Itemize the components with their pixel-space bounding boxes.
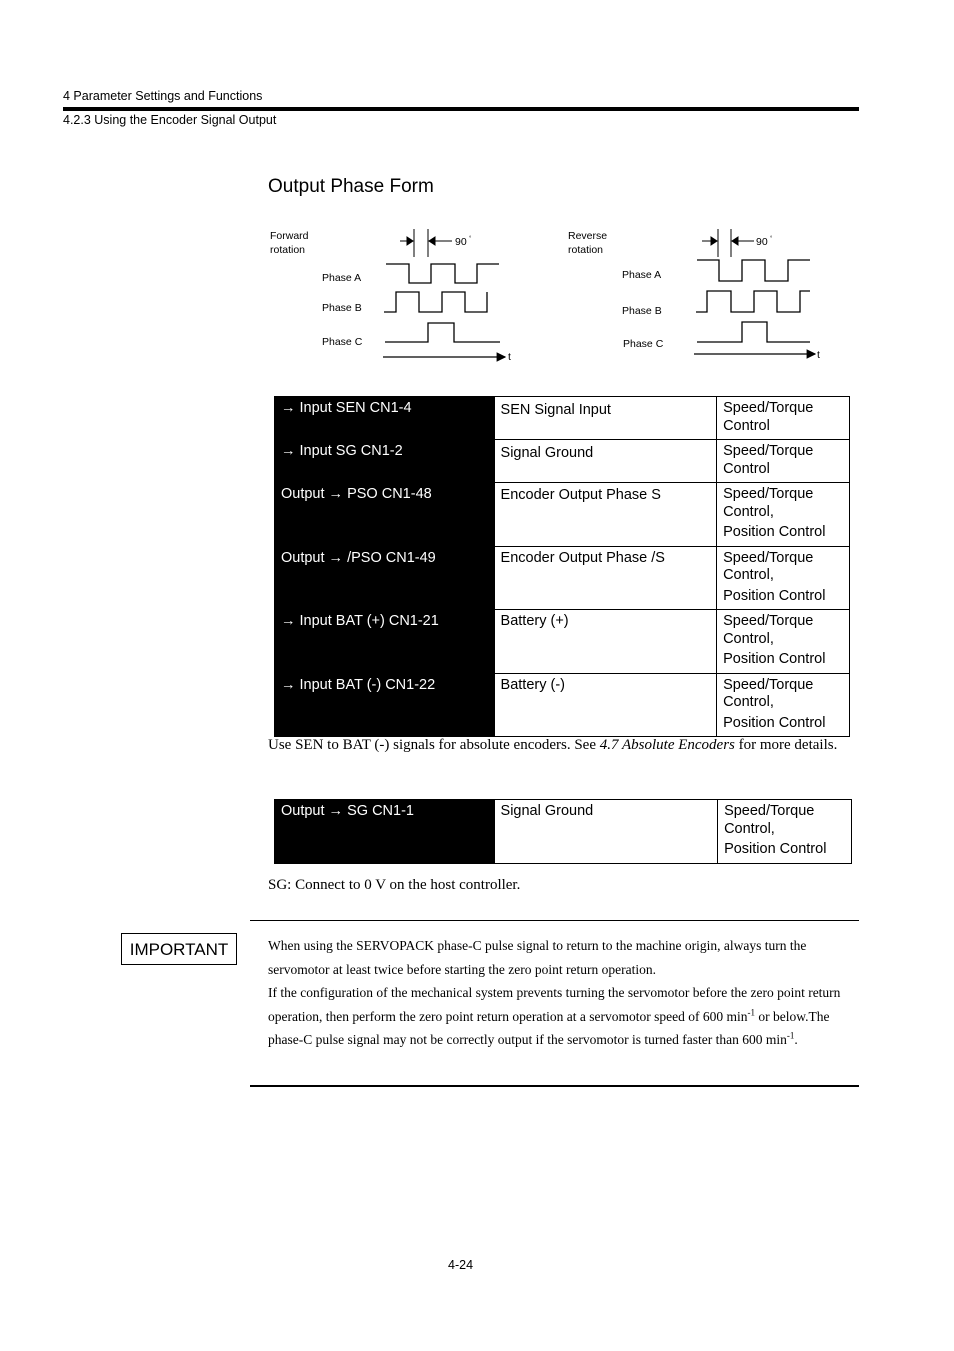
forward-phase-a-wave — [386, 264, 499, 283]
reverse-label-line2: rotation — [568, 244, 604, 256]
signal-name-cell: Battery (+) — [494, 610, 717, 674]
table-row — [275, 673, 850, 737]
table-row — [275, 546, 850, 610]
forward-label-line2: rotation — [270, 244, 306, 256]
important-top-rule — [250, 920, 859, 921]
control-mode-cell: Speed/Torque Control — [717, 440, 850, 483]
reverse-phase-a-label: Phase A — [622, 269, 662, 281]
control-mode-cell: Speed/Torque Control, Position Control — [717, 610, 850, 674]
forward-time-label: t — [508, 351, 511, 363]
reverse-phase-c-label: Phase C — [623, 338, 664, 350]
signal-ground-note: SG: Connect to 0 V on the host controller. — [268, 877, 521, 893]
output-phase-diagram — [0, 0, 954, 380]
table-row — [275, 397, 850, 440]
control-mode-cell: Speed/Torque Control — [717, 397, 850, 440]
forward-phase-a-label: Phase A — [322, 272, 362, 284]
control-mode-cell: Speed/Torque Control, Position Control — [718, 800, 852, 864]
reverse-phase-b-wave — [696, 291, 810, 312]
reverse-time-label: t — [817, 349, 820, 361]
pin-cell: → Input BAT (-) CN1-22 — [275, 673, 495, 737]
table-row — [275, 440, 850, 483]
cross-reference: 4.7 Absolute Encoders — [599, 737, 735, 753]
table-row — [275, 800, 852, 864]
forward-phase-c-label: Phase C — [322, 336, 363, 348]
important-paragraph-1: When using the SERVOPACK phase-C pulse signal to return to the machine origin, always turn the servomotor at least twice before starting the zero point return operation. — [268, 938, 807, 977]
important-text — [268, 934, 852, 1052]
pin-cell: → Input SG CN1-2 — [275, 440, 495, 483]
chapter-header: 4 Parameter Settings and Functions — [63, 89, 263, 103]
pin-cell: → Input BAT (+) CN1-21 — [275, 610, 495, 674]
signal-name-cell: Encoder Output Phase /S — [494, 546, 717, 610]
signal-name-cell: SEN Signal Input — [494, 397, 717, 440]
forward-degree-mark: ° — [469, 236, 472, 242]
pin-cell: Output → /PSO CN1-49 — [275, 546, 495, 610]
pin-cell: → Input SEN CN1-4 — [275, 397, 495, 440]
section-title: Output Phase Form — [268, 176, 434, 197]
page-number: 4-24 — [448, 1258, 474, 1272]
reverse-degree-mark: ° — [770, 236, 773, 242]
forward-label-line1: Forward — [270, 230, 309, 242]
reverse-phase-shift-label: 90 — [756, 236, 768, 248]
signal-name-cell: Signal Ground — [494, 800, 718, 864]
signal-name-cell: Battery (-) — [494, 673, 717, 737]
section-header: 4.2.3 Using the Encoder Signal Output — [63, 113, 277, 127]
control-mode-cell: Speed/Torque Control, Position Control — [717, 483, 850, 547]
reverse-phase-b-label: Phase B — [622, 305, 662, 317]
signal-name-cell: Encoder Output Phase S — [494, 483, 717, 547]
forward-phase-shift-marker — [400, 229, 452, 257]
important-paragraph-2: If the configuration of the mechanical system prevents turning the servomotor before the zero point return operation, then perform the zero point return operation at a servomotor speed of 600 $\min^{-1}$ or below.The phase-C pulse signal may not be correctly output if the servomotor is turned faster than 600 $\min^{-1}$. — [268, 985, 841, 1047]
important-bottom-rule — [250, 1085, 859, 1087]
pin-cell: Output → SG CN1-1 — [275, 800, 495, 864]
control-mode-cell: Speed/Torque Control, Position Control — [717, 546, 850, 610]
table-row — [275, 610, 850, 674]
forward-phase-shift-label: 90 — [455, 236, 467, 248]
signal-ground-table — [274, 799, 852, 864]
signal-name-cell: Signal Ground — [494, 440, 717, 483]
pin-cell: Output → PSO CN1-48 — [275, 483, 495, 547]
reverse-phase-a-wave — [697, 260, 810, 281]
absolute-encoder-note: Use SEN to BAT (-) signals for absolute encoders. See 4.7 Absolute Encoders for more details. — [268, 737, 838, 753]
important-label: IMPORTANT — [121, 933, 237, 965]
forward-phase-c-wave — [385, 323, 500, 342]
forward-phase-b-wave — [384, 292, 487, 312]
table-row — [275, 483, 850, 547]
forward-phase-b-label: Phase B — [322, 302, 362, 314]
reverse-phase-c-wave — [697, 322, 810, 342]
encoder-signal-table — [274, 396, 850, 737]
control-mode-cell: Speed/Torque Control, Position Control — [717, 673, 850, 737]
reverse-label-line1: Reverse — [568, 230, 608, 242]
reverse-phase-shift-marker — [702, 229, 754, 257]
